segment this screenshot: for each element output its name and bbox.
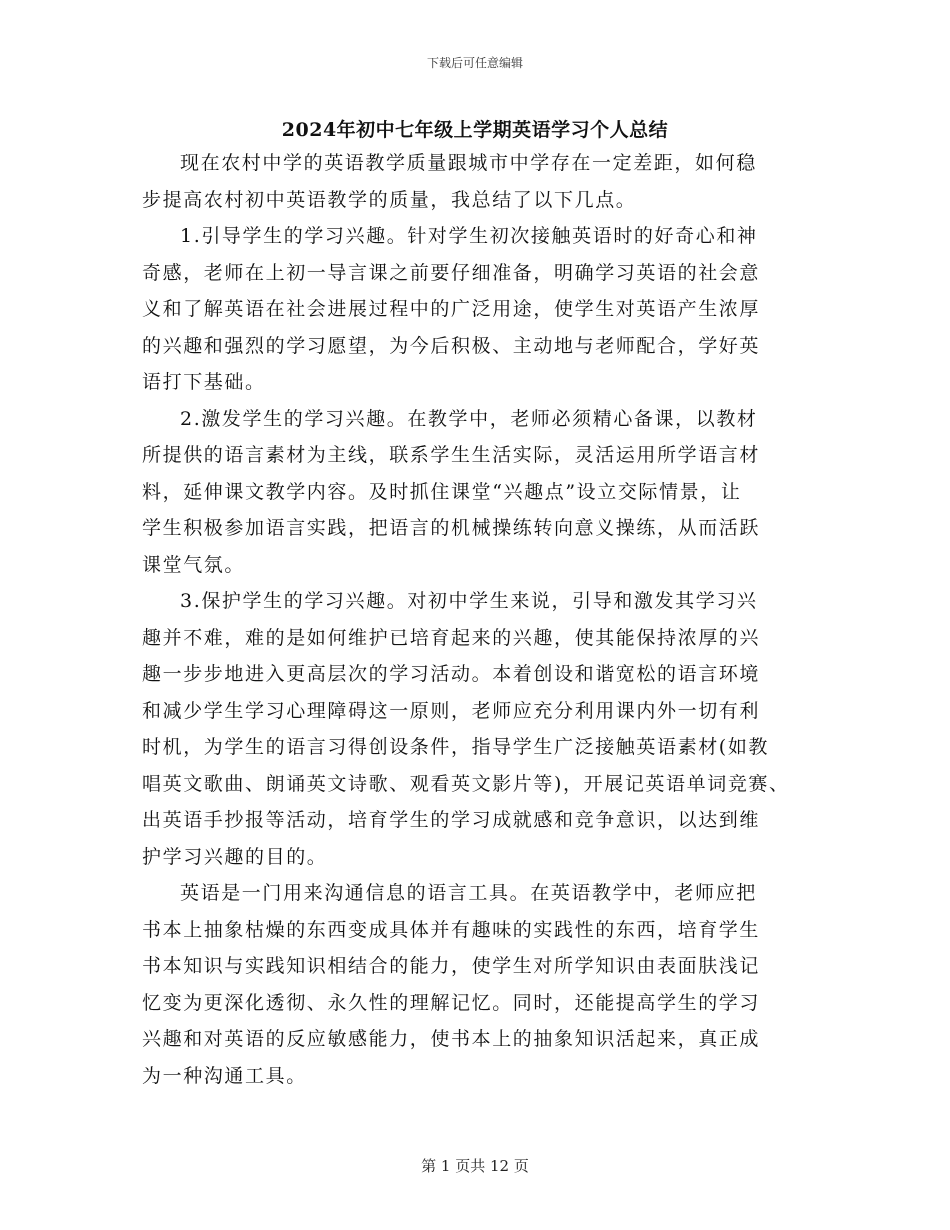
paragraph-line: 和减少学生学习心理障碍这一原则，老师应充分利用课内外一切有利	[142, 699, 761, 722]
document-title: 2024年初中七年级上学期英语学习个人总结	[281, 119, 669, 141]
document-body	[142, 145, 832, 1094]
paragraph-line: 步提高农村初中英语教学的质量，我总结了以下几点。	[142, 188, 637, 211]
paragraph-conclusion	[142, 875, 832, 1094]
paragraph-line: 1.引导学生的学习兴趣。针对学生初次接触英语时的好奇心和神	[180, 225, 758, 247]
paragraph-line: 时机，为学生的语言习得创设条件，指导学生广泛接触英语素材(如教	[142, 736, 770, 758]
paragraph-line: 兴趣和对英语的反应敏感能力，使书本上的抽象知识活起来，真正成	[142, 1028, 761, 1050]
paragraph-intro	[142, 145, 832, 218]
paragraph-line: 出英语手抄报等活动，培育学生的学习成就感和竞争意识，以达到维	[142, 809, 761, 831]
paragraph-line: 现在农村中学的英语教学质量跟城市中学存在一定差距，如何稳	[180, 152, 757, 174]
paragraph-line: 3.保护学生的学习兴趣。对初中学生来说，引导和激发其学习兴	[180, 590, 758, 612]
paragraph-line: 趣一步步地进入更高层次的学习活动。本着创设和谐宽松的语言环境	[142, 663, 761, 685]
paragraph-line: 学生积极参加语言实践，把语言的机械操练转向意义操练，从而活跃	[142, 517, 761, 539]
page-header: 下载后可任意编辑	[426, 56, 523, 70]
paragraph-line: 书本上抽象枯燥的东西变成具体并有趣味的实践性的东西，培育学生	[142, 918, 761, 941]
paragraph-line: 忆变为更深化透彻、永久性的理解记忆。同时，还能提高学生的学习	[142, 991, 761, 1014]
paragraph-line: 2.激发学生的学习兴趣。在教学中，老师必须精心备课，以教材	[180, 407, 758, 430]
paragraph-line: 为一种沟通工具。	[142, 1064, 307, 1087]
paragraph-line: 护学习兴趣的目的。	[142, 845, 328, 868]
paragraph-line: 唱英文歌曲、朗诵英文诗歌、观看英文影片等)，开展记英语单词竞赛、	[142, 772, 790, 795]
page-number-footer: 第 1 页共 12 页	[421, 1157, 529, 1175]
paragraph-line: 义和了解英语在社会进展过程中的广泛用途，使学生对英语产生浓厚	[142, 298, 761, 320]
paragraph-line: 课堂气氛。	[142, 553, 246, 576]
paragraph-line: 趣并不难，难的是如何维护已培育起来的兴趣，使其能保持浓厚的兴	[142, 626, 761, 649]
paragraph-point-3	[142, 583, 832, 875]
paragraph-line: 书本知识与实践知识相结合的能力，使学生对所学知识由表面肤浅记	[142, 955, 761, 977]
paragraph-line: 料，延伸课文教学内容。及时抓住课堂“兴趣点”设立交际情景，让	[142, 480, 742, 503]
paragraph-point-1	[142, 218, 832, 401]
paragraph-line: 所提供的语言素材为主线，联系学生生活实际，灵活运用所学语言材	[142, 444, 761, 466]
paragraph-line: 英语是一门用来沟通信息的语言工具。在英语教学中，老师应把	[180, 882, 757, 904]
paragraph-line: 语打下基础。	[142, 371, 266, 393]
paragraph-point-2	[142, 401, 832, 584]
paragraph-line: 的兴趣和强烈的学习愿望，为今后积极、主动地与老师配合，学好英	[142, 334, 761, 357]
paragraph-line: 奇感，老师在上初一导言课之前要仔细准备，明确学习英语的社会意	[142, 261, 761, 284]
